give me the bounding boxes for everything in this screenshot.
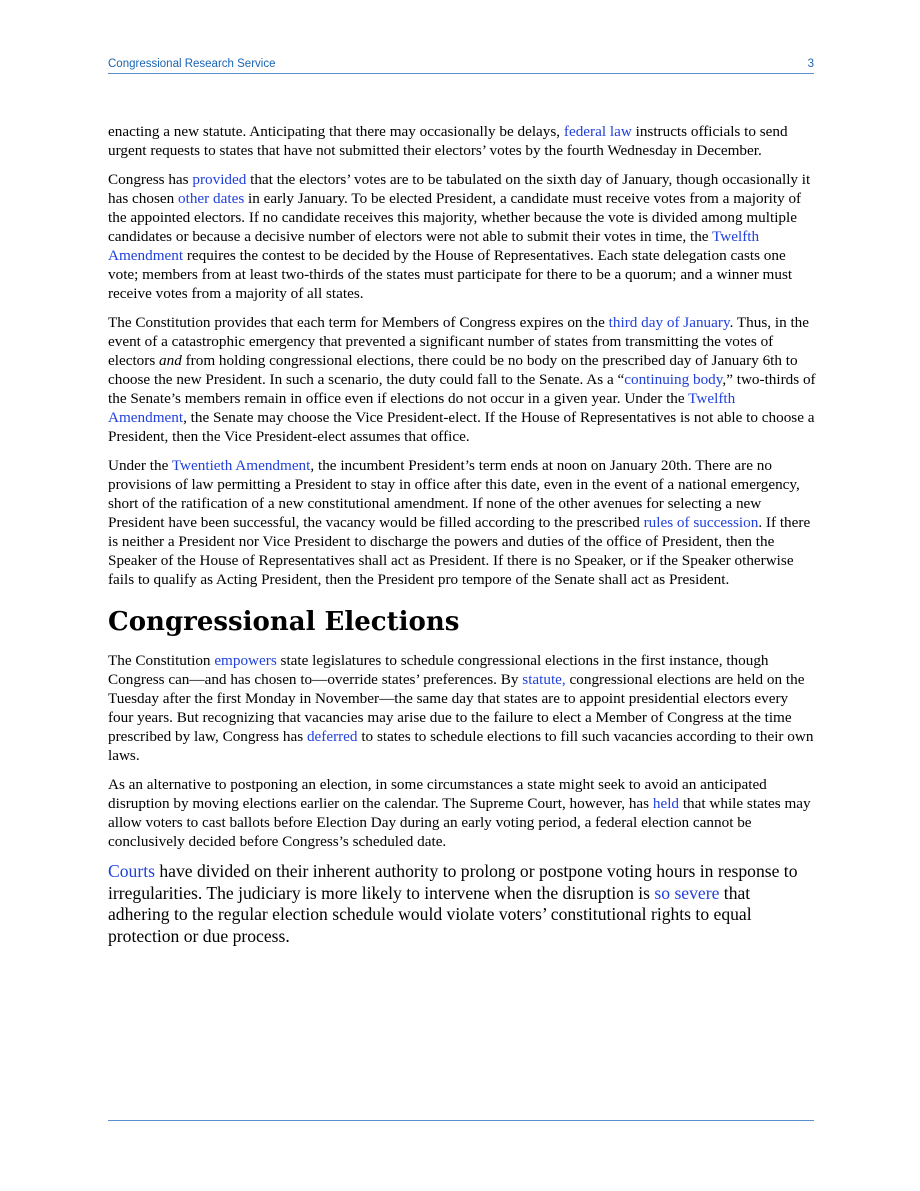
paragraph-electors-delays [108, 122, 816, 160]
document-body [108, 122, 816, 957]
section-heading: Congressional Elections [108, 607, 460, 637]
text: As an alternative to postponing an election, in some circumstances a state might seek to avoid an anticipated disruption by moving elections earlier on the calendar. The Supreme Court, however, has [108, 776, 767, 812]
text: in early January. To be elected President, a candidate must receive votes from a majority of the appointed electors. If no candidate receives this majority, whether because the vote is divided among multiple candidates or because a decisive number of electors were not able to submit their votes in time, the [108, 190, 802, 245]
link-courts[interactable]: Courts [108, 861, 155, 881]
text: have divided on their inherent authority to prolong or postpone voting hours in response to irregularities. The judiciary is more likely to intervene when the disruption is [108, 861, 798, 903]
paragraph-early-elections [108, 775, 816, 851]
text: requires the contest to be decided by the House of Representatives. Each state delegation casts one vote; members from at least two-thirds of the states must participate for there to be a quorum; and a winner must receive votes from a majority of all states. [108, 247, 793, 302]
text: that the electors’ votes are to be tabulated on the sixth day of January, though occasionally it has chosen [108, 171, 811, 207]
text: , the incumbent President’s term ends at noon on January 20th. There are no provisions of law permitting a President to stay in office after this date, even in the event of a national emergency, short of the ratification of a new constitutional amendment. If none of the other avenues for selecting a new President have been successful, the vacancy would be filled according to the prescribed [108, 457, 800, 531]
text: that adhering to the regular election schedule would violate voters’ constitutional rights to equal protection or due process. [108, 882, 752, 946]
paragraph-vote-tabulation [108, 170, 816, 303]
link-empowers[interactable]: empowers [214, 652, 277, 669]
text: ,” two-thirds of the Senate’s members remain in office even if elections do not occur in a given year. Under the [108, 371, 816, 407]
link-provided[interactable]: provided [192, 171, 247, 188]
link-rules-of-succession[interactable]: rules of succession [643, 514, 759, 531]
text: that while states may allow voters to cast ballots before Election Day during an early voting period, a federal election cannot be conclusively decided before Congress’s scheduled date. [108, 795, 811, 850]
link-so-severe[interactable]: so severe [654, 882, 720, 903]
link-continuing-body[interactable]: continuing body [624, 371, 723, 388]
text: Under the [108, 457, 172, 474]
link-deferred[interactable]: deferred [306, 728, 358, 745]
page-number: 3 [807, 58, 814, 70]
header-divider [108, 73, 814, 74]
link-other-dates[interactable]: other dates [178, 190, 245, 207]
text: The Constitution provides that each term for Members of Congress expires on the [108, 314, 609, 331]
text: The Constitution [108, 652, 215, 669]
link-twentieth-amendment[interactable]: Twentieth Amendment [171, 457, 311, 474]
text: state legislatures to schedule congressional elections in the first instance, though Congress can—and has chosen to—override states’ preferences. By [108, 652, 769, 688]
text: instructs officials to send urgent requests to states that have not submitted their electors’ votes by the fourth Wednesday in December. [108, 123, 788, 159]
link-statute[interactable]: statute, [522, 671, 566, 688]
paragraph-courts [108, 861, 816, 947]
paragraph-twentieth-amendment [108, 456, 816, 589]
text: Congress has [108, 171, 193, 188]
text: from holding congressional elections, there could be no body on the prescribed day of January 6th to choose the new President. In such a scenario, the duty could fall to the Senate. As a “ [108, 352, 798, 388]
footer-divider [108, 1120, 814, 1121]
emphasis-and: and [159, 352, 182, 369]
text: , the Senate may choose the Vice President-elect. If the House of Representatives is not able to choose a President, then the Vice President-elect assumes that office. [108, 409, 815, 445]
link-twelfth-amendment-2[interactable]: Twelfth Amendment [108, 390, 736, 426]
header-title: Congressional Research Service [108, 58, 276, 70]
link-twelfth-amendment[interactable]: Twelfth Amendment [108, 228, 760, 264]
text: enacting a new statute. Anticipating that there may occasionally be delays, [108, 123, 564, 140]
link-federal-law[interactable]: federal law [563, 123, 632, 140]
text: congressional elections are held on the Tuesday after the first Monday in November—the same day that states are to appoint presidential electors every four years. But recognizing that vacancies may arise due to the failure to elect a Member of Congress at the time prescribed by law, Congress has [108, 671, 805, 745]
paragraph-term-expiry [108, 313, 816, 446]
link-held[interactable]: held [652, 795, 680, 812]
text: to states to schedule elections to fill such vacancies according to their own laws. [108, 728, 814, 764]
paragraph-congressional-scheduling [108, 651, 816, 765]
link-third-day-of-january[interactable]: third day of January [608, 314, 730, 331]
text: . If there is neither a President nor Vice President to discharge the powers and duties of the office of President, then the Speaker of the House of Representatives shall act as President. If there is no Speaker, or if the Speaker otherwise fails to qualify as Acting President, then the President pro tempore of the Senate shall act as President. [108, 514, 811, 588]
text: . Thus, in the event of a catastrophic emergency that prevented a significant number of states from transmitting the votes of electors [108, 314, 810, 369]
